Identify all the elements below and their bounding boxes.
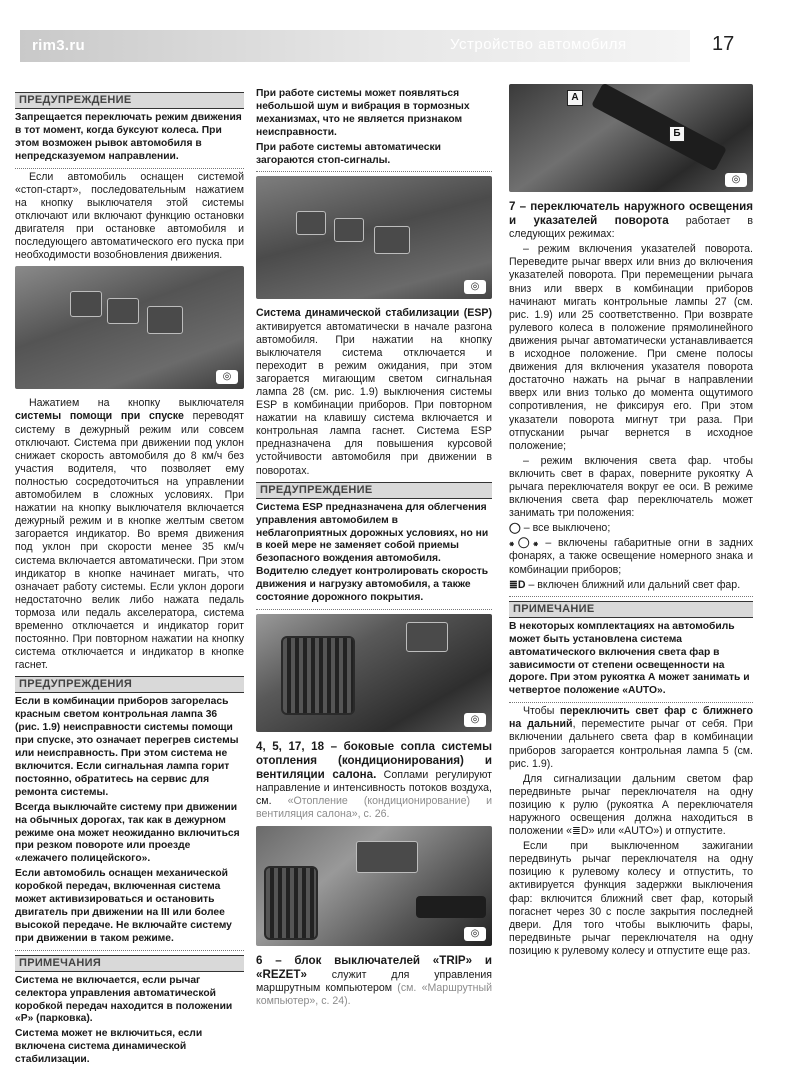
start-stop-paragraph: Если автомобиль оснащен системой «стоп-старт», последовательным нажатием на кнопку выключателя этой системы отключают или включают функцию остановки двигателя при остановке автомобиля и последующего автоматического его пуска при необходимости возобновления движения. xyxy=(15,170,244,262)
column-left xyxy=(15,88,244,1069)
trip-text: служит для управления маршрутным компьютером xyxy=(256,968,492,994)
label-a: А xyxy=(567,90,583,106)
notes-heading: ПРИМЕЧАНИЯ xyxy=(15,955,244,972)
switch-button-a xyxy=(296,211,326,235)
note-text: В некоторых комплектациях на автомобиль может быть установлена система автоматического включения света фар в зависимости от степени освещенности на дороге. При этом рукоятка А может занимать и четвертое положение «AUTO». xyxy=(509,621,753,703)
camera-icon: ◎ xyxy=(464,713,486,727)
delay-function-text: Если при выключенном зажигании передвинуть рычаг переключателя на одну позицию к рулевому колесу и отпустить, то активируется функция задержки выключения фар: включится ближний свет фар, который погаснет через 30 с после закрытия последней двери. Для того чтобы выключить фары, передвиньте рычаг переключателя на одну позицию к рулевому колесу и отпустите еще раз. xyxy=(509,840,753,957)
headlight-mode: – режим включения света фар. чтобы включить свет в фарах, поверните рукоятку А рычага переключателя вокруг ее оси. В режиме включения света фар переключатель может занимать три положения: xyxy=(509,454,753,520)
headlight-icon: ≣D xyxy=(509,578,526,591)
page-number: 17 xyxy=(712,33,735,55)
light-switch-caption: 7 – переключатель наружного освещения и указателей поворота xyxy=(509,200,753,228)
light-switch-photo xyxy=(509,84,753,192)
esp-warning-heading: ПРЕДУПРЕЖДЕНИЕ xyxy=(256,482,492,499)
switch-button-1 xyxy=(70,291,102,317)
switch-button-b xyxy=(334,218,364,242)
switch-button-2 xyxy=(107,298,139,324)
position-off: – все выключено; xyxy=(520,522,611,535)
hill-descent-text-a: Нажатием на кнопку выключателя xyxy=(29,397,244,410)
vents-text: Соплами регулируют направление и интенсивность потоков воздуха, см. xyxy=(256,769,493,808)
vent xyxy=(264,866,318,940)
column-right xyxy=(509,80,753,960)
section-title: Устройство автомобиля xyxy=(450,36,627,53)
vents-reference: «Отопление (кондиционирование) и вентиляция салона», с. 26. xyxy=(256,795,493,821)
parking-lights-icon: ꘎◯꘎ xyxy=(509,537,539,550)
trip-caption: 6 – блок выключателей «TRIP» и «REZET» xyxy=(256,953,492,981)
high-beam-text-a: Чтобы xyxy=(523,705,560,718)
camera-icon: ◎ xyxy=(464,280,486,294)
site-name: rim3.ru xyxy=(32,37,85,54)
switch-button-3 xyxy=(147,306,183,334)
warnings-heading: ПРЕДУПРЕЖДЕНИЯ xyxy=(15,676,244,693)
esp-warning-text: Система ESP предназначена для облегчения управления автомобилем в неблагоприятных дорожных условиях, но ни в коей мере не заменяет собой приемы безопасного вождения автомобиля. Водителю следует контролировать скорость движения и нагрузку автомобиля, а также состояние дорожного покрытия. xyxy=(256,502,492,610)
top-note-2: При работе системы автоматически загораются стоп-сигналы. xyxy=(256,142,492,173)
trip-reference: (см. «Маршрутный компьютер», с. 24). xyxy=(256,981,492,1007)
side-vent xyxy=(281,636,355,715)
esp-text: активируется автоматически в начале разгона автомобиля. При нажатии на кнопку выключателя система отключается и переходит в режим ожидания, при этом загорается мигающим светом сигнальная лампа 28 (см. рис. 1.9) выключения системы ESP в комбинации приборов. При повторном нажатии на клавишу система включается и контрольная лампа гаснет. Система ESP предназначена для повышения курсовой устойчивости автомобиля при движении в поворотах. xyxy=(256,320,492,477)
light-lever xyxy=(591,84,727,171)
page-header xyxy=(20,30,690,62)
flash-signal-text: Для сигнализации дальним светом фар передвиньте рычаг переключателя на одну позицию к рулю (рукоятка А переключателя наружного освещения должна находиться в положении «≣D» или «AUTO») и отпустите. xyxy=(509,772,753,838)
warning-text: Запрещается переключать режим движения в тот момент, когда буксуют колеса. При этом возможен рывок автомобиля в непредсказуемом направлении. xyxy=(15,112,244,169)
esp-button-photo xyxy=(256,176,492,299)
hill-descent-term: системы помощи при спуске xyxy=(15,410,184,423)
esp-switch-button xyxy=(374,226,410,254)
turn-signal-mode: – режим включения указателей поворота. Переведите рычаг вверх или вниз до включения указателей поворота. При перемещении рычага вниз или вверх в комбинации приборов начинают мигать контрольные лампы 27 (см. рис. 1.9) или 25 соответственно. При возврате рулевого колеса в положение прямолинейного движения рычаг автоматически устанавливается в исходное положение. При смене полосы движения для включения указателя поворота достаточно нажать на рычаг в направлении вверх или вниз только до момента ощутимого сопротивления, не фиксируя его. При этом указатели поворота мигнут три раза. При отпускании рычаг вернется в исходное положение; xyxy=(509,243,753,452)
high-beam-text-c: , переместите рычаг от себя. При включении дальнего света фар в комбинации приборов загорается контрольная лампа 5 (см. рис. 1.9). xyxy=(509,718,753,770)
note-heading: ПРИМЕЧАНИЕ xyxy=(509,601,753,618)
off-symbol-icon: ◯ xyxy=(509,522,521,535)
label-b: Б xyxy=(669,126,685,142)
hill-descent-text-c: переводят систему в дежурный режим или совсем отключают. Система при движении под уклон снижает скорость автомобиля до 8 км/ч без участия водителя, что позволяет ему полностью сосредоточиться на управлении автомобилем в сложных условиях. При нажатии на кнопку выключателя включается дежурный режим и в кнопке желтым светом загорается индикатор. Во время движения под уклон при скорости менее 35 км/ч система включается автоматически. При этом индикатор в кнопке начинает мигать, что означает работу системы. Если уклон дороги недостаточно велик либо нажата педаль тормоза или педаль акселератора, система временно отключается и индикатор горит постоянно. При повторном нажатии на кнопку система отключается и индикатор в кнопке гаснет. xyxy=(15,410,244,672)
position-headlights: – включен ближний или дальний свет фар. xyxy=(525,578,741,591)
light-switch-text: работает в следующих режимах: xyxy=(509,215,753,241)
trip-rezet-switch-block xyxy=(356,841,418,873)
camera-icon: ◎ xyxy=(725,173,747,187)
top-note-1: При работе системы может появляться небольшой шум и вибрация в тормозных механизмах, что не является признаком неисправности. xyxy=(256,88,470,138)
camera-icon: ◎ xyxy=(216,370,238,384)
camera-icon: ◎ xyxy=(464,927,486,941)
start-stop-button-photo xyxy=(15,266,244,389)
notes-item-1: Система не включается, если рычаг селектора управления автоматической коробкой передач находится в положении «Р» (парковка). xyxy=(15,974,233,1025)
side-vent-photo xyxy=(256,614,492,732)
lever xyxy=(416,896,486,918)
vents-caption: 4, 5, 17, 18 – боковые сопла системы отопления (кондиционирования) и вентиляции салона. xyxy=(256,740,492,782)
warnings-item-2: Всегда выключайте систему при движении на обычных дорогах, так как в дежурном режиме она может неожиданно включиться при резком повороте или проезде «лежачего полицейского». xyxy=(15,801,240,865)
warning-heading: ПРЕДУПРЕЖДЕНИЕ xyxy=(15,92,244,109)
dash-switch xyxy=(406,622,448,652)
notes-item-2: Система может не включиться, если включена система динамической стабилизации. xyxy=(15,1028,203,1066)
column-middle xyxy=(256,88,492,1010)
warnings-item-3: Если автомобиль оснащен механической коробкой передач, включенная система может активизироваться и остановить двигатель при движении на III или более высокой передаче. Не включайте систему при движении в таком режиме. xyxy=(15,868,244,950)
trip-switch-photo xyxy=(256,826,492,946)
position-parking: – включены габаритные огни в задних фонарях, а также освещение номерного знака и комбинации приборов; xyxy=(509,537,754,576)
esp-term: Система динамической стабилизации (ESP) xyxy=(256,307,492,320)
high-beam-term: переключить свет фар с ближнего на дальний xyxy=(509,705,754,731)
warnings-item-1: Если в комбинации приборов загорелась красным светом контрольная лампа 36 (рис. 1.9) неисправности системы помощи при спуске, это означает перегрев системы или неисправность. При этом система не включится. Если сигнальная лампа горит постоянно, обратитесь на сервис для ремонта системы. xyxy=(15,696,239,798)
